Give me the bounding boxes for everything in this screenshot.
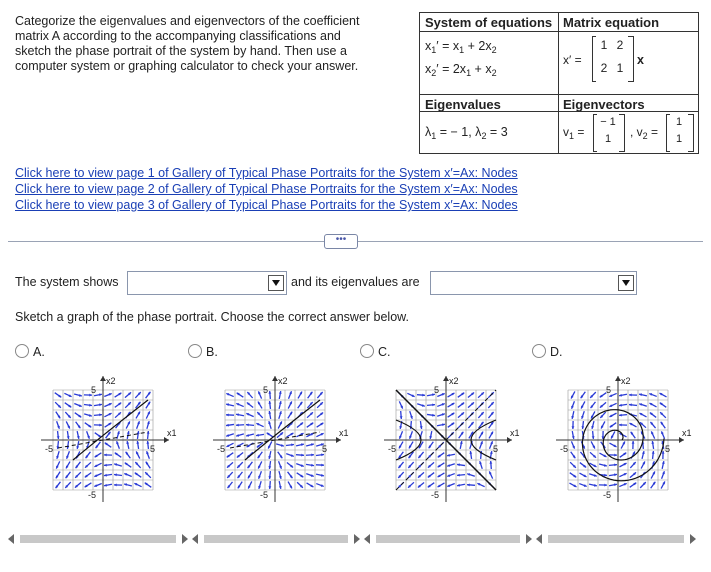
radio-button[interactable]	[188, 344, 202, 358]
xprime-label: x′ =	[563, 53, 582, 67]
tick-label: -5	[260, 490, 269, 500]
option-d[interactable]: D.	[532, 344, 563, 359]
eigenvalues-value: $\lambda_1$ = − 1, $\lambda_2 = 3$	[425, 125, 508, 141]
tick-label: 5	[434, 385, 440, 395]
v2-entry: 1	[675, 133, 683, 145]
scroll-left-icon[interactable]	[536, 534, 542, 544]
radio-button[interactable]	[360, 344, 374, 358]
phase-portrait-a	[35, 370, 175, 518]
radio-button[interactable]	[15, 344, 29, 358]
tick-label: -5	[45, 444, 54, 454]
prompt-line: computer system or graphing calculator to check your answer.	[15, 59, 359, 73]
tick-label: 5	[493, 444, 499, 454]
equation-1: $x_1' = x_1 + 2x_2$	[425, 39, 497, 55]
option-b[interactable]: B.	[188, 344, 218, 359]
phase-portrait-d	[550, 370, 690, 518]
tick-label: -5	[603, 490, 612, 500]
gallery-link-page-2[interactable]: Click here to view page 2 of Gallery of Typical Phase Portraits for the System x′=Ax: Nodes	[15, 182, 518, 196]
system-info-table	[419, 12, 699, 154]
tick-label: -5	[560, 444, 569, 454]
gallery-link-page-3[interactable]: Click here to view page 3 of Gallery of Typical Phase Portraits for the System x′=Ax: Nodes	[15, 198, 518, 212]
tick-label: -5	[217, 444, 226, 454]
matrix-entry: 1	[616, 61, 624, 75]
option-a[interactable]: A.	[15, 344, 45, 359]
matrix-header: Matrix equation	[563, 15, 660, 30]
x-vector: x	[637, 53, 644, 67]
prompt-line: matrix A according to the accompanying classifications and	[15, 29, 341, 43]
scroll-right-icon[interactable]	[182, 534, 188, 544]
tick-label: 5	[91, 385, 97, 395]
gallery-links	[15, 165, 518, 213]
scroll-left-icon[interactable]	[364, 534, 370, 544]
scroll-right-icon[interactable]	[526, 534, 532, 544]
tick-label: 5	[322, 444, 328, 454]
system-header: System of equations	[425, 15, 553, 30]
chevron-down-icon	[268, 275, 284, 291]
scroll-left-icon[interactable]	[8, 534, 14, 544]
tick-label: 5	[263, 385, 269, 395]
scrollbar-d[interactable]	[536, 532, 696, 546]
y-axis-label: x2	[278, 376, 288, 386]
v1-entry: − 1	[600, 116, 616, 128]
scroll-right-icon[interactable]	[354, 534, 360, 544]
tick-label: -5	[388, 444, 397, 454]
system-type-dropdown[interactable]	[127, 271, 287, 295]
scrollbar-b[interactable]	[192, 532, 360, 546]
y-axis-label: x2	[621, 376, 631, 386]
x-axis-label: x1	[167, 428, 177, 438]
chevron-down-icon	[618, 275, 634, 291]
prompt-line: sketch the phase portrait of the system by hand. Then use a	[15, 44, 347, 58]
x-axis-label: x1	[339, 428, 349, 438]
prompt-line: Categorize the eigenvalues and eigenvectors of the coefficient	[15, 14, 360, 28]
v2-label: , $v_2$ =	[630, 125, 659, 141]
x-axis-label: x1	[682, 428, 692, 438]
y-axis-label: x2	[106, 376, 116, 386]
scrollbar-c[interactable]	[364, 532, 532, 546]
question-1	[15, 275, 119, 289]
phase-portrait-c	[378, 370, 518, 518]
tick-label: 5	[150, 444, 156, 454]
problem-statement	[15, 14, 395, 74]
question-2: Sketch a graph of the phase portrait. Choose the correct answer below.	[15, 310, 409, 324]
question-1-text-before: The system shows	[15, 275, 119, 289]
phase-portrait-b	[207, 370, 347, 518]
y-axis-label: x2	[449, 376, 459, 386]
tick-label: 5	[665, 444, 671, 454]
matrix-entry: 2	[616, 38, 624, 52]
scroll-right-icon[interactable]	[690, 534, 696, 544]
x-axis-label: x1	[510, 428, 520, 438]
v1-label: $v_1$ =	[563, 125, 585, 141]
eigenvectors-header: Eigenvectors	[563, 97, 645, 112]
option-c[interactable]: C.	[360, 344, 391, 359]
tick-label: -5	[88, 490, 97, 500]
tick-label: 5	[606, 385, 612, 395]
matrix-entry: 2	[600, 61, 608, 75]
v1-entry: 1	[604, 133, 612, 145]
matrix-entry: 1	[600, 38, 608, 52]
eigenvalues-header: Eigenvalues	[425, 97, 501, 112]
gallery-link-page-1[interactable]: Click here to view page 1 of Gallery of Typical Phase Portraits for the System x′=Ax: Nodes	[15, 166, 518, 180]
tick-label: -5	[431, 490, 440, 500]
eigenvalue-type-dropdown[interactable]	[430, 271, 637, 295]
question-1-text-middle: and its eigenvalues are	[291, 275, 420, 289]
equation-2: $x_2' = 2x_1 + x_2$	[425, 62, 497, 78]
more-button[interactable]: •••	[324, 234, 358, 249]
scroll-left-icon[interactable]	[192, 534, 198, 544]
v2-entry: 1	[675, 116, 683, 128]
scrollbar-a[interactable]	[8, 532, 188, 546]
radio-button[interactable]	[532, 344, 546, 358]
